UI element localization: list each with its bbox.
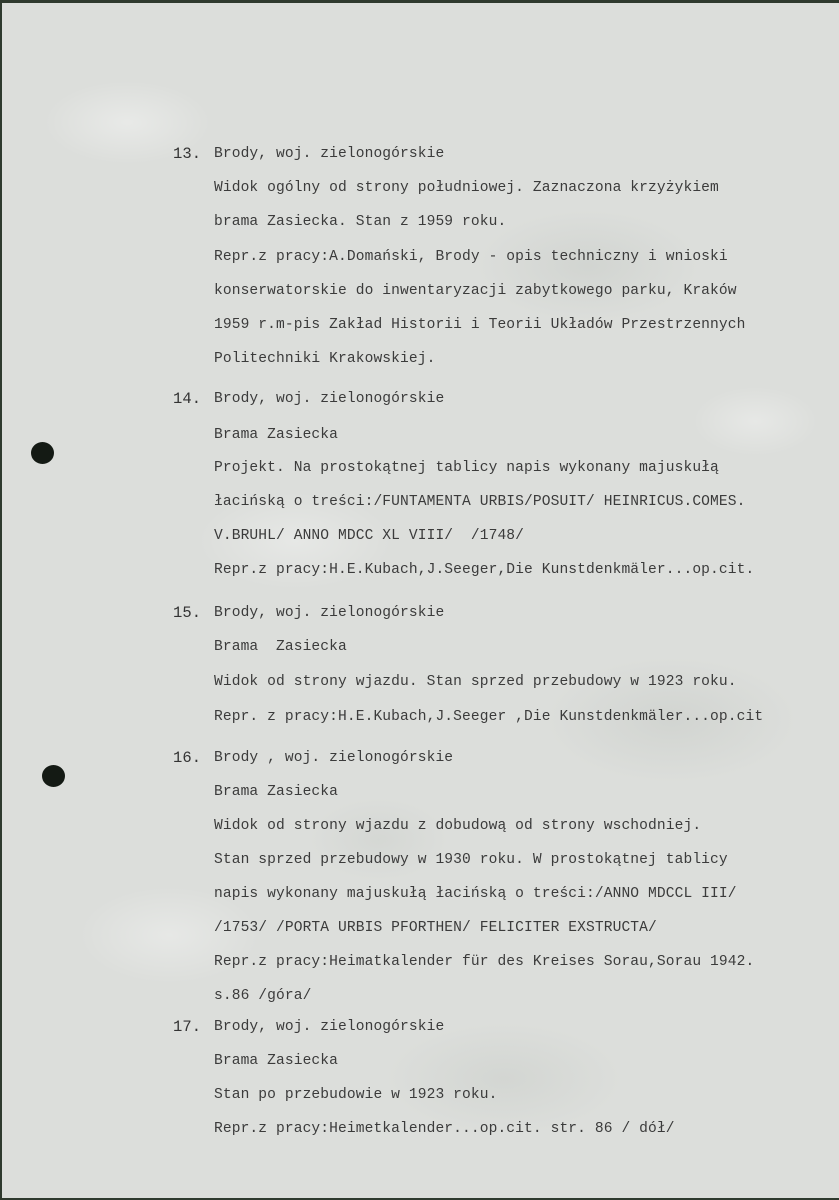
entry-line: Repr.z pracy:Heimetkalender...op.cit. str. 86 / dół/ — [214, 1121, 675, 1137]
entry-line: Brama Zasiecka — [214, 639, 347, 655]
entry-line: brama Zasiecka. Stan z 1959 roku. — [214, 214, 507, 230]
entry-line: Politechniki Krakowskiej. — [214, 351, 436, 367]
entry-line: Brama Zasiecka — [214, 784, 339, 800]
entry-number: 13. — [173, 145, 202, 163]
entry-title: Brody , woj. zielonogórskie — [214, 750, 454, 766]
entry-title: Brody, woj. zielonogórskie — [214, 605, 445, 621]
entry-line: Widok ogólny od strony południowej. Zaznaczona krzyżykiem — [214, 180, 719, 196]
entry-line: napis wykonany majuskułą łacińską o treści:/ANNO MDCCL III/ — [214, 886, 737, 902]
entry-line: Brama Zasiecka — [214, 1053, 339, 1069]
entry-line: Stan po przebudowie w 1923 roku. — [214, 1087, 498, 1103]
entry-title: Brody, woj. zielonogórskie — [214, 391, 445, 407]
entry-line: Projekt. Na prostokątnej tablicy napis wykonany majuskułą — [214, 460, 719, 476]
entry-line: Brama Zasiecka — [214, 427, 339, 443]
entry-line: Repr.z pracy:H.E.Kubach,J.Seeger,Die Kunstdenkmäler...op.cit. — [214, 562, 755, 578]
entry-number: 16. — [173, 749, 202, 767]
entry-line: s.86 /góra/ — [214, 988, 312, 1004]
entry-line: 1959 r.m-pis Zakład Historii i Teorii Układów Przestrzennych — [214, 317, 746, 333]
entry-line: /1753/ /PORTA URBIS PFORTHEN/ FELICITER EXSTRUCTA/ — [214, 920, 657, 936]
entry-number: 15. — [173, 604, 202, 622]
entry-line: łacińską o treści:/FUNTAMENTA URBIS/POSUIT/ HEINRICUS.COMES. — [214, 494, 746, 510]
entry-line: Widok od strony wjazdu. Stan sprzed przebudowy w 1923 roku. — [214, 674, 737, 690]
entry-line: V.BRUHL/ ANNO MDCC XL VIII/ /1748/ — [214, 528, 525, 544]
entry-line: Repr. z pracy:H.E.Kubach,J.Seeger ,Die Kunstdenkmäler...op.cit — [214, 709, 764, 725]
entry-number: 14. — [173, 390, 202, 408]
entry-line: konserwatorskie do inwentaryzacji zabytkowego parku, Kraków — [214, 283, 737, 299]
entry-number: 17. — [173, 1018, 202, 1036]
entry-line: Repr.z pracy:Heimatkalender für des Kreises Sorau,Sorau 1942. — [214, 954, 755, 970]
entry-line: Widok od strony wjazdu z dobudową od strony wschodniej. — [214, 818, 702, 834]
entry-line: Stan sprzed przebudowy w 1930 roku. W prostokątnej tablicy — [214, 852, 728, 868]
entry-line: Repr.z pracy:A.Domański, Brody - opis techniczny i wnioski — [214, 249, 728, 265]
entry-title: Brody, woj. zielonogórskie — [214, 1019, 445, 1035]
entry-title: Brody, woj. zielonogórskie — [214, 146, 445, 162]
